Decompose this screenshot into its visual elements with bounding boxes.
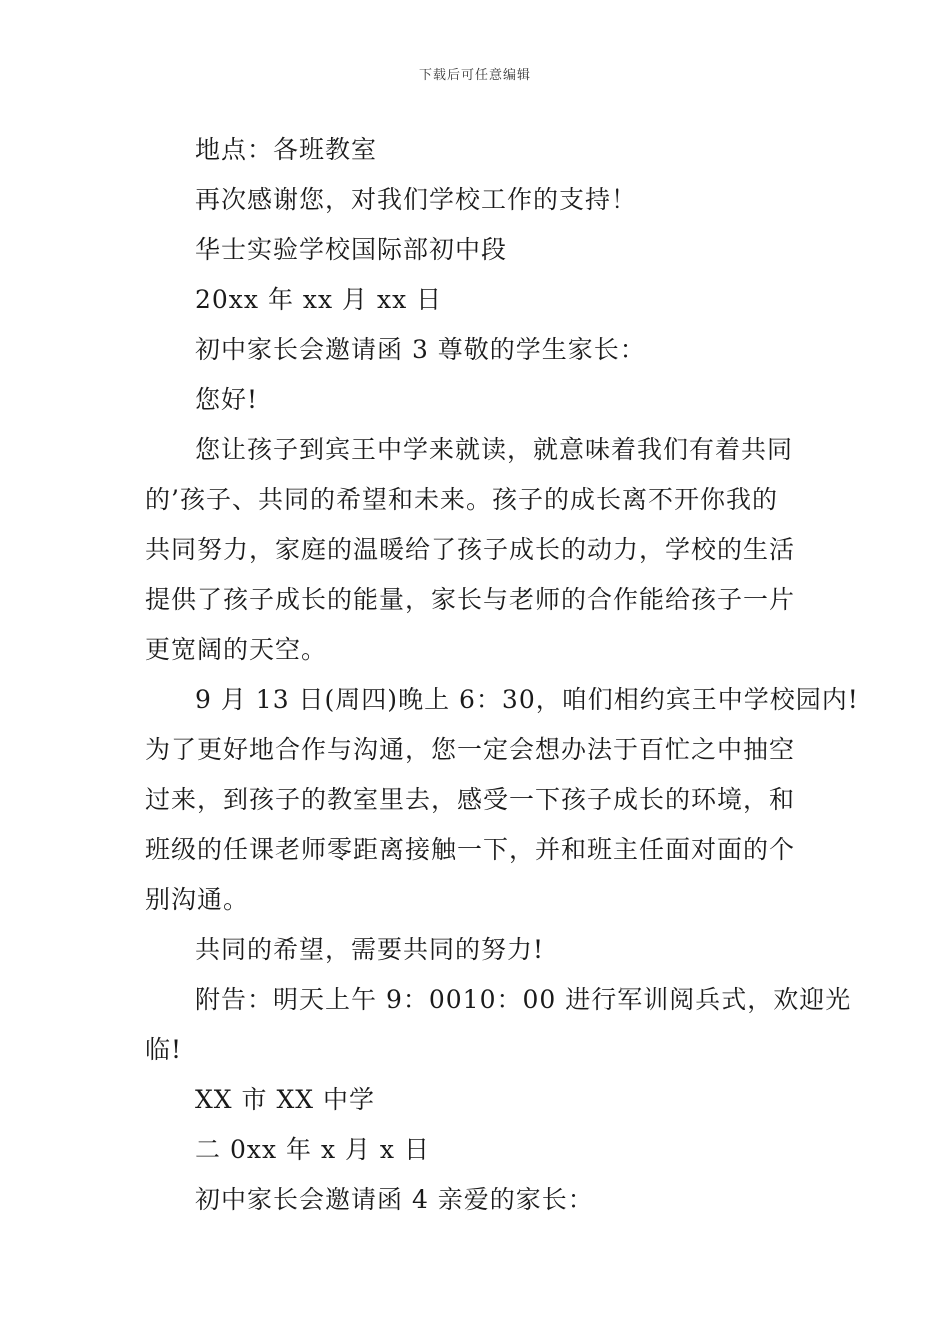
paragraph-line: 共同努力，家庭的温暖给了孩子成长的动力，学校的生活 <box>145 535 796 564</box>
paragraph-line: 9 月 13 日(周四)晚上 6：30，咱们相约宾王中学校园内! <box>195 685 859 714</box>
page-header-note: 下载后可任意编辑 <box>418 68 531 83</box>
paragraph-line: 的’孩子、共同的希望和未来。孩子的成长离不开你我的 <box>145 485 778 514</box>
document-body <box>145 125 859 1225</box>
paragraph-line: 提供了孩子成长的能量，家长与老师的合作能给孩子一片 <box>145 585 796 614</box>
invitation-3-title: 初中家长会邀请函 3 尊敬的学生家长： <box>195 335 646 364</box>
paragraph-line: 过来，到孩子的教室里去，感受一下孩子成长的环境，和 <box>145 785 796 814</box>
school-signature: 华士实验学校国际部初中段 <box>195 235 508 264</box>
paragraph-line: 班级的任课老师零距离接触一下，并和班主任面对面的个 <box>145 835 796 864</box>
school-signature-2: XX 市 XX 中学 <box>195 1085 376 1114</box>
paragraph-line: 您让孩子到宾王中学来就读，就意味着我们有着共同 <box>195 435 794 464</box>
date-line-2: 二 0xx 年 x 月 x 日 <box>195 1135 430 1164</box>
location-line: 地点：各班教室 <box>195 135 378 164</box>
paragraph-line: 别沟通。 <box>145 885 250 914</box>
paragraph-meeting-details <box>145 675 859 925</box>
paragraph-line: 更宽阔的天空。 <box>145 635 328 664</box>
paragraph-line: 为了更好地合作与沟通，您一定会想办法于百忙之中抽空 <box>145 735 796 764</box>
invitation-4-title: 初中家长会邀请函 4 亲爱的家长： <box>195 1185 594 1214</box>
shared-hope-line: 共同的希望，需要共同的努力! <box>195 935 545 964</box>
thanks-line: 再次感谢您，对我们学校工作的支持！ <box>195 185 638 214</box>
paragraph-line: 附告：明天上午 9：0010：00 进行军训阅兵式，欢迎光 <box>195 985 852 1014</box>
greeting-line: 您好! <box>195 385 259 414</box>
notice-paragraph <box>145 975 852 1075</box>
date-line: 20xx 年 xx 月 xx 日 <box>195 285 443 314</box>
paragraph-intro <box>145 425 825 675</box>
paragraph-line: 临! <box>145 1035 183 1064</box>
